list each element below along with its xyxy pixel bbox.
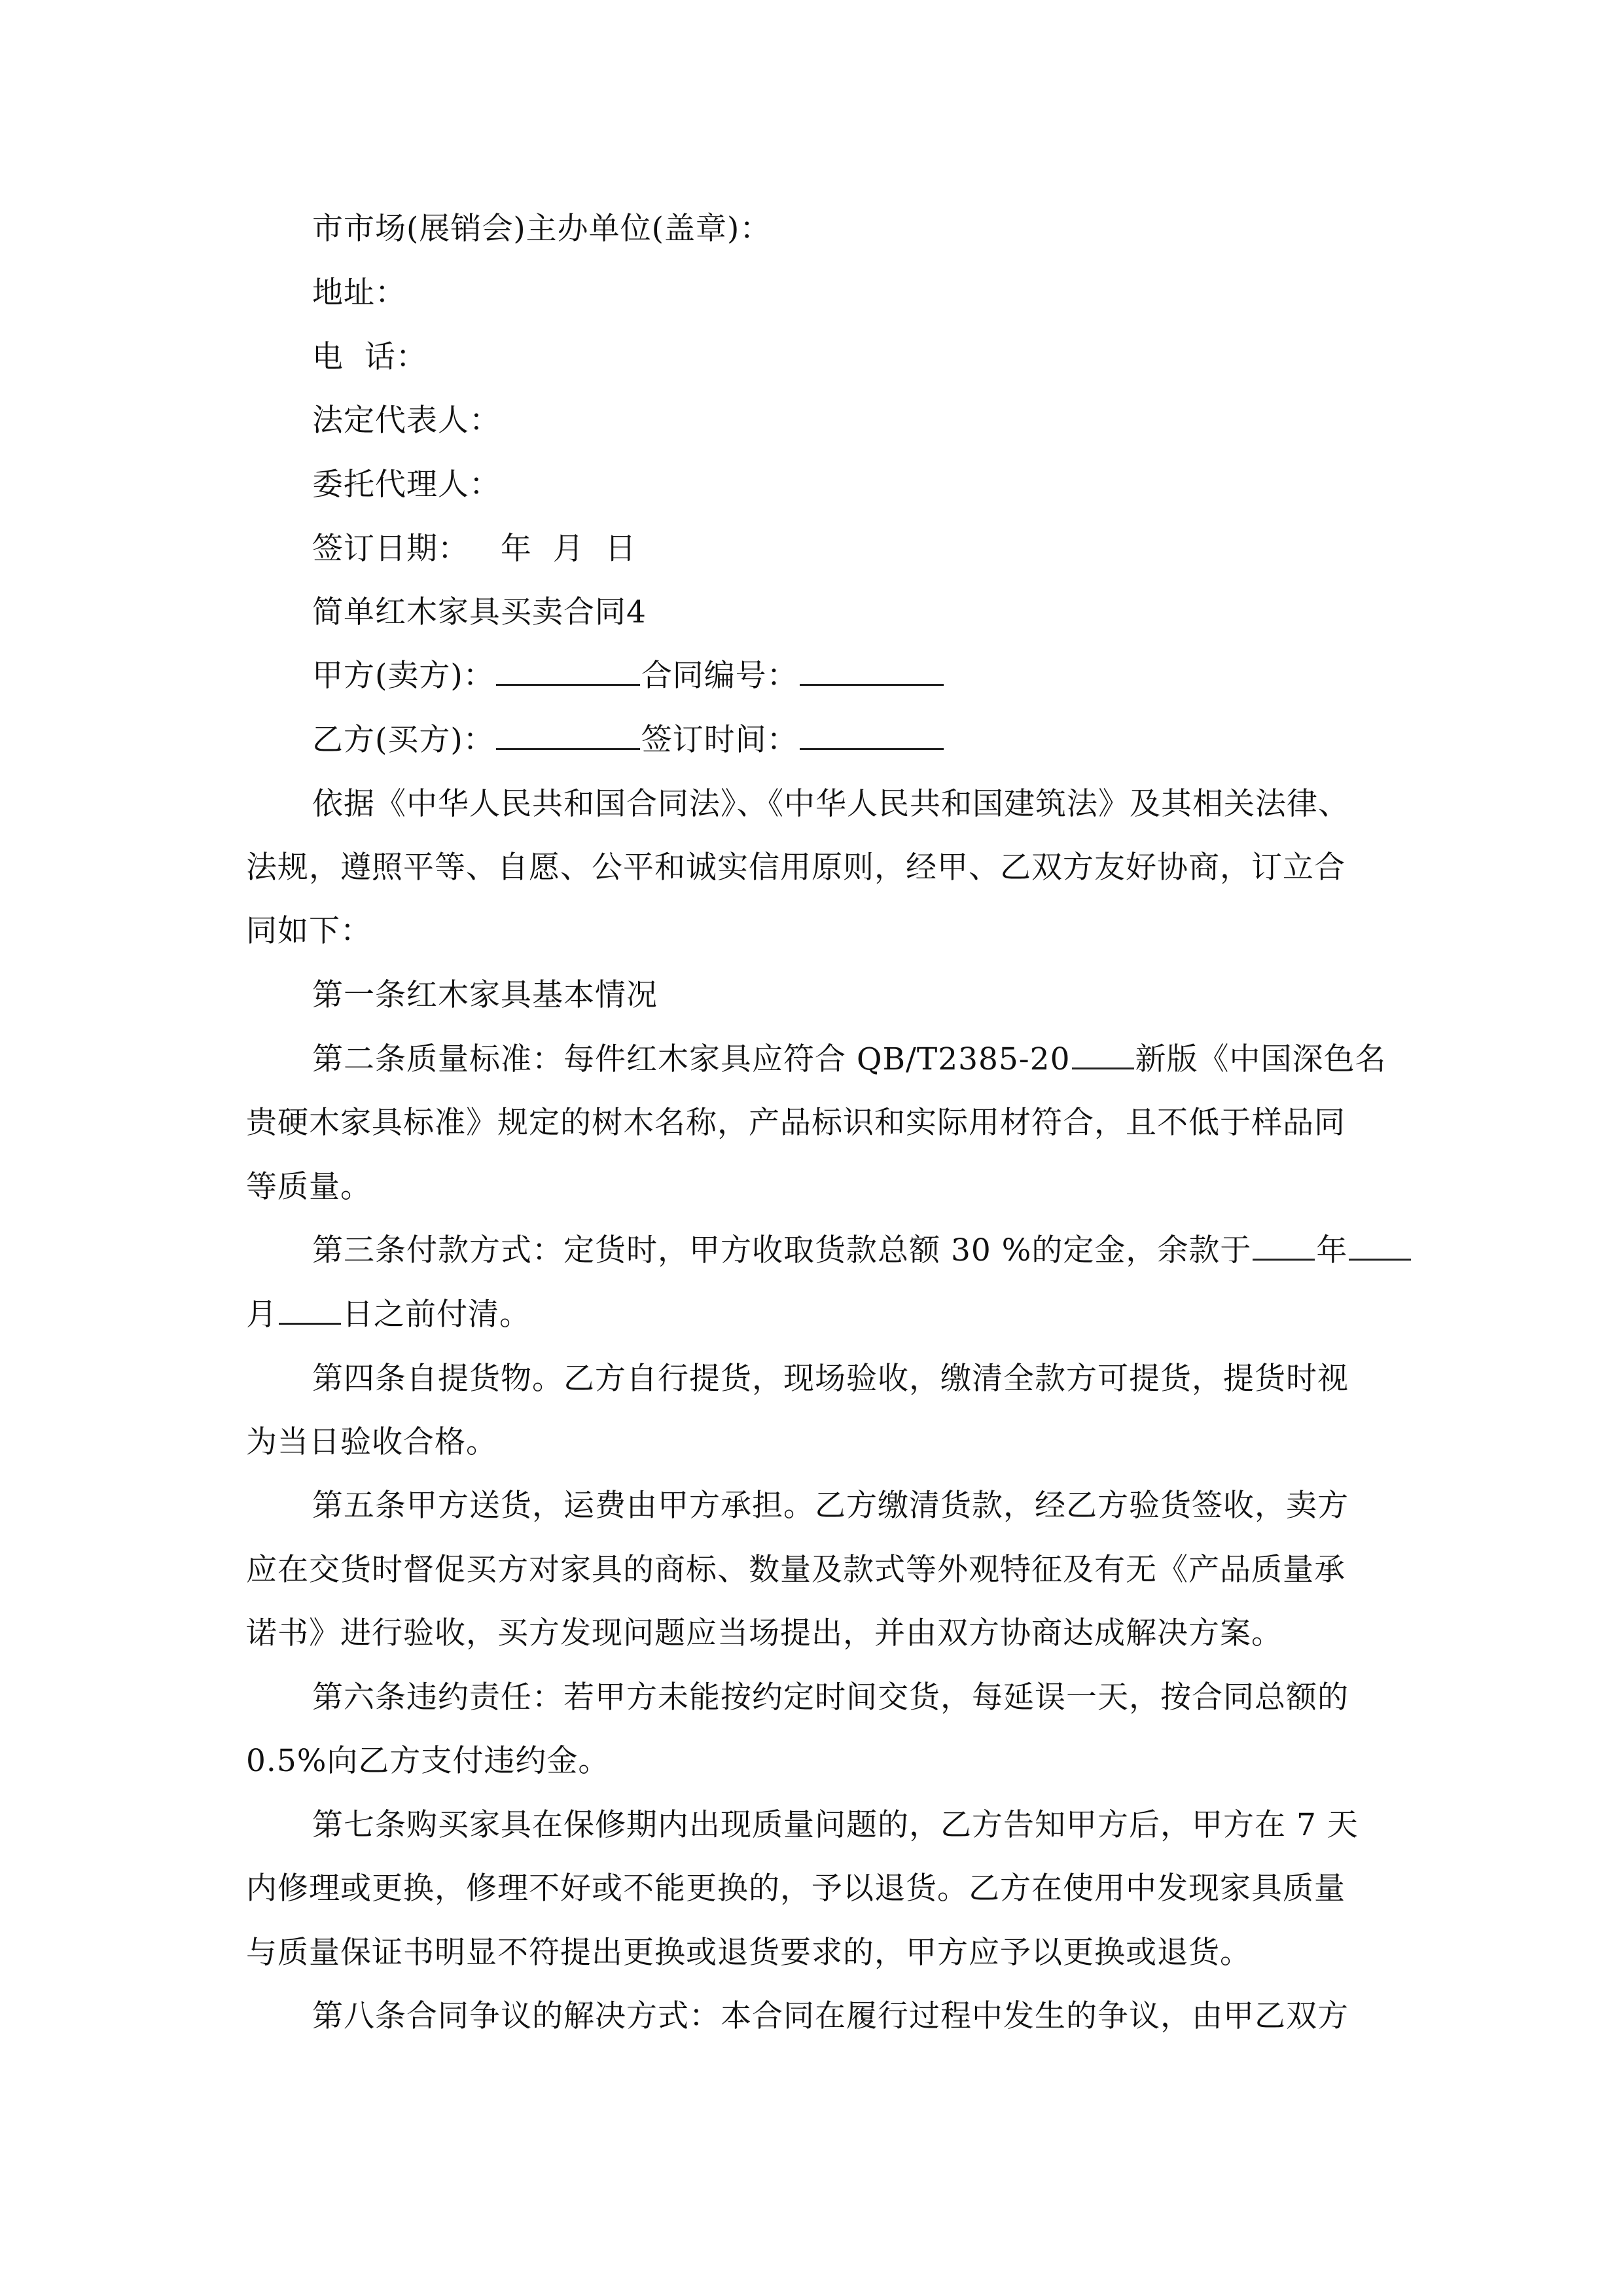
article-5-line-1: 第五条甲方送货，运费由甲方承担。乙方缴清货款，经乙方验货签收，卖方 [312, 1488, 1349, 1524]
buyer-blank [496, 722, 640, 750]
article-3-text-a: 第三条付款方式：定货时，甲方收取货款总额 30 %的定金，余款于 [312, 1232, 1252, 1268]
phone-line: 电 话： [312, 339, 427, 375]
pay-year-blank [1253, 1232, 1315, 1261]
article-4-line-2: 为当日验收合格。 [246, 1424, 497, 1460]
article-8-line-1: 第八条合同争议的解决方式：本合同在履行过程中发生的争议，由甲乙双方 [312, 1998, 1349, 2034]
sign-time-label: 签订时间： [641, 722, 798, 758]
sign-time-blank [800, 722, 944, 750]
agent-line: 委托代理人： [312, 467, 501, 503]
seller-label: 甲方(卖方)： [312, 658, 495, 694]
seller-blank [496, 658, 640, 686]
article-1: 第一条红木家具基本情况 [312, 977, 658, 1013]
article-2-line-1 [312, 1040, 1387, 1079]
article-2-text-a: 第二条质量标准：每件红木家具应符合 QB/T2385-20 [312, 1041, 1071, 1077]
preamble-line-2: 法规，遵照平等、自愿、公平和诚实信用原则，经甲、乙双方友好协商，订立合 [246, 850, 1346, 886]
legal-rep-line: 法定代表人： [312, 403, 501, 439]
pay-day-blank [279, 1297, 341, 1325]
contract-title: 简单红木家具买卖合同4 [312, 594, 647, 630]
article-7-line-1: 第七条购买家具在保修期内出现质量问题的，乙方告知甲方后，甲方在 7 天 [312, 1807, 1359, 1843]
contract-no-blank [800, 658, 944, 686]
article-3-line-2 [246, 1295, 531, 1335]
article-5-line-3: 诺书》进行验收，买方发现问题应当场提出，并由双方协商达成解决方案。 [246, 1615, 1283, 1651]
seller-line [312, 656, 945, 696]
article-6-line-2: 0.5%向乙方支付违约金。 [246, 1743, 610, 1779]
buyer-line [312, 721, 945, 760]
article-2-line-3: 等质量。 [246, 1169, 372, 1205]
pay-month-blank [1349, 1232, 1411, 1261]
buyer-label: 乙方(买方)： [312, 722, 495, 758]
article-5-line-2: 应在交货时督促买方对家具的商标、数量及款式等外观特征及有无《产品质量承 [246, 1552, 1346, 1588]
article-7-line-3: 与质量保证书明显不符提出更换或退货要求的，甲方应予以更换或退货。 [246, 1935, 1251, 1971]
article-7-line-2: 内修理或更换，修理不好或不能更换的，予以退货。乙方在使用中发现家具质量 [246, 1871, 1346, 1907]
article-2-text-b: 新版《中国深色名 [1135, 1041, 1387, 1077]
organizer-line: 市市场(展销会)主办单位(盖章)： [312, 211, 772, 247]
contract-no-label: 合同编号： [641, 658, 798, 694]
year-blank [1072, 1041, 1134, 1069]
article-3-line-1 [312, 1231, 1412, 1270]
address-line: 地址： [312, 275, 406, 311]
article-2-line-2: 贵硬木家具标准》规定的树木名称，产品标识和实际用材符合，且不低于样品同 [246, 1105, 1346, 1141]
article-3-text-b: 日之前付清。 [342, 1297, 531, 1333]
article-6-line-1: 第六条违约责任：若甲方未能按约定时间交货，每延误一天，按合同总额的 [312, 1679, 1349, 1715]
preamble-line-1: 依据《中华人民共和国合同法》、《中华人民共和国建筑法》及其相关法律、 [312, 786, 1349, 822]
preamble-line-3: 同如下： [246, 913, 372, 949]
article-3-month: 月 [246, 1297, 277, 1333]
sign-date-line: 签订日期： 年 月 日 [312, 531, 637, 567]
article-3-year: 年 [1316, 1232, 1348, 1268]
article-4-line-1: 第四条自提货物。乙方自行提货，现场验收，缴清全款方可提货，提货时视 [312, 1361, 1349, 1397]
